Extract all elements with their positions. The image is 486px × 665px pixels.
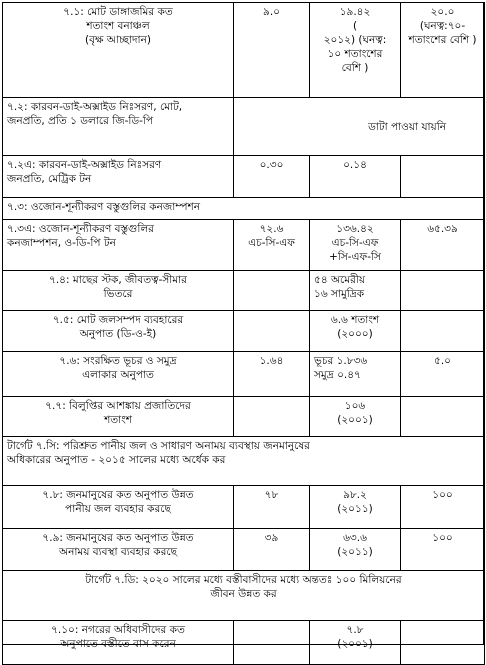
section-heading: ৭.৩: ওজোন-শূন্যীকরণ বস্তুগুলির কনজাম্পশন: [3, 198, 485, 220]
target-value: [401, 397, 485, 437]
section-row: [3, 437, 485, 486]
indicator-label: ৭.২: কারবন-ডাই-অক্সাইড নিঃসরণ, মোট, জনপ্রতি, প্রতি ১ ডলারে জি-ডি-পি: [3, 98, 234, 156]
indicator-label: ৭.৮: জনমানুষের কত অনুপাত উন্নত পানীয় জল ব্যবহার করছে: [3, 486, 234, 529]
current-value: ৬৩.৬ (২০১১): [310, 529, 401, 571]
table-row: [3, 98, 485, 156]
target-value: ৫.০: [401, 352, 485, 397]
indicator-label: ৭.৫: মোট জলসম্পদ ব্যবহারের অনুপাত (ডি-ও-ই): [3, 311, 234, 352]
table-row: [3, 3, 485, 98]
target-value: ১০০: [401, 486, 485, 529]
target-heading: টার্গেট ৭.ডি: ২০২০ সালের মধ্যে বস্তীবাসীদের মধ্যে অন্ততঃ ১০০ মিলিয়নের জীবন উন্নত কর: [3, 571, 485, 621]
indicator-label: ৭.৯: জনমানুষের কত অনুপাত উন্নত অনাময় ব্যবস্থা ব্যবহার করছে: [3, 529, 234, 571]
current-value: ০.১৪: [310, 156, 401, 198]
indicator-table: [2, 2, 485, 665]
baseline-value: ৭৮: [234, 486, 310, 529]
baseline-value: ১.৬৪: [234, 352, 310, 397]
current-value: ৭.৮ (২০০১): [310, 621, 401, 665]
baseline-value: ৩৯: [234, 529, 310, 571]
target-value: ৬৫.৩৯: [401, 220, 485, 271]
current-value: ভূচর ১.৮৩৬ সমুদ্র ০.৪৭: [310, 352, 401, 397]
table-row: [3, 352, 485, 397]
indicator-label: ৭.১: মোট ডাঙ্গাজমির কত শতাংশ বনাঞ্চল (বৃক্ষ আচ্ছাদান): [3, 3, 234, 98]
table-row: [3, 529, 485, 571]
baseline-value: ৯.০: [234, 3, 310, 98]
target-heading: টার্গেট ৭.সি: পরিশ্রুত পানীয় জল ও সাধারণ অনাময় ব্যবস্থায় জনমানুষের অধিকারের অনুপাত - ২০১৫ সালের মধ্যে অর্ধেক কর: [3, 437, 485, 486]
baseline-value: ৭২.৬ এচ-সি-এফ: [234, 220, 310, 271]
current-value: ১০৬ (২০০১): [310, 397, 401, 437]
baseline-value: [234, 311, 310, 352]
current-value: ৯৮.২ (২০১১): [310, 486, 401, 529]
current-value: ১৩৬.৪২ এচ-সি-এফ +সি-এফ-সি: [310, 220, 401, 271]
section-row: [3, 571, 485, 621]
table-row: [3, 397, 485, 437]
baseline-value: [234, 271, 310, 311]
table-row: [3, 621, 485, 665]
baseline-value: ০.৩০: [234, 156, 310, 198]
target-value: [401, 311, 485, 352]
target-value: [401, 621, 485, 665]
indicator-label: ৭.৭: বিলুপ্তির আশঙ্কায় প্রজাতিদের শতাংশ: [3, 397, 234, 437]
table-row: [3, 156, 485, 198]
table-row: [3, 220, 485, 271]
target-value: ১০০: [401, 529, 485, 571]
current-value: ৬.৬ শতাংশ (২০০০): [310, 311, 401, 352]
indicator-label: ৭.১০: নগরের অধিবাসীদের কত অনুপাতে বস্তীতে বাস করেন: [3, 621, 234, 665]
no-data-note: ডাটা পাওয়া যায়নি: [234, 98, 485, 156]
table-row: [3, 486, 485, 529]
indicator-label: ৭.২এ: কারবন-ডাই-অক্সাইড নিঃসরণ জনপ্রতি, মেট্রিক টন: [3, 156, 234, 198]
target-value: [401, 156, 485, 198]
indicator-label: ৭.৪: মাছের স্টক, জীবতত্ব-সীমার ভিতরে: [3, 271, 234, 311]
section-row: [3, 198, 485, 220]
indicator-label: ৭.৬: সংরক্ষিত ভূচর ও সমুদ্র এলাকার অনুপাত: [3, 352, 234, 397]
baseline-value: [234, 397, 310, 437]
mdg-indicator-table-page: [2, 2, 484, 650]
target-value: [401, 271, 485, 311]
current-value: ৫৪ অমেরীয় ১৬ সামুদ্রিক: [310, 271, 401, 311]
table-row: [3, 271, 485, 311]
baseline-value: [234, 621, 310, 665]
target-value: ২০.০ (ঘনত্ব:৭০- শতাংশের বেশি ): [401, 3, 485, 98]
table-row: [3, 311, 485, 352]
indicator-label: ৭.৩এ: ওজোন-শূন্যীকরণ বস্তুগুলির কনজাম্পশন, ও-ডি-পি টন: [3, 220, 234, 271]
current-value: ১৯.৪২ ( ২০১২) (ঘনত্ব: ১০ শতাংশের বেশি ): [310, 3, 401, 98]
